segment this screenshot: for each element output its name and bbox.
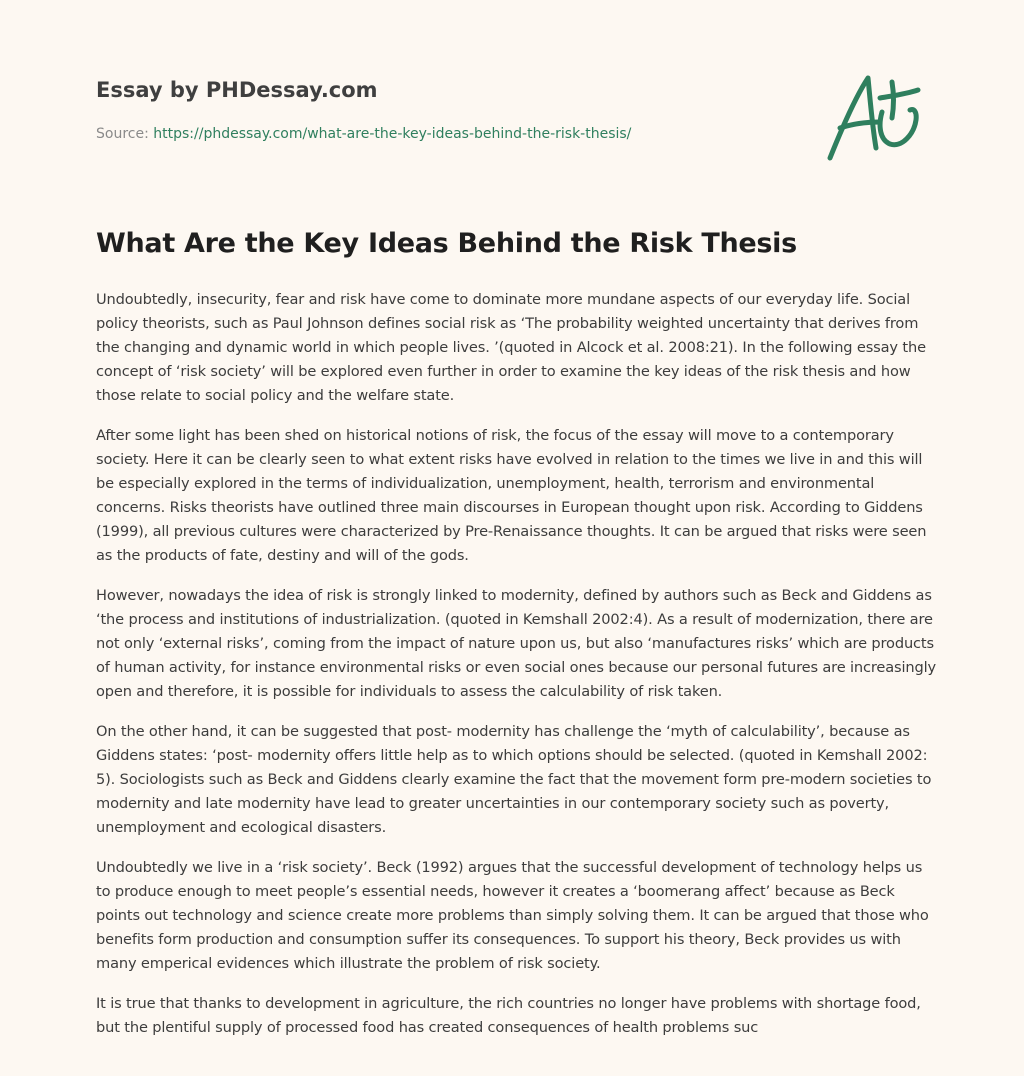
- source-label: Source:: [96, 126, 154, 142]
- source-line: [96, 124, 796, 144]
- paragraph: Undoubtedly, insecurity, fear and risk have come to dominate more mundane aspects of our everyday life. Social policy theorists, such as Paul Johnson defines social risk as ‘The probability weighted uncertainty that derives from the changing and dynamic world in which people lives. ’(quoted in Alcock et al. 2008:21). In the following essay the concept of ‘risk society’ will be explored even further in order to examine the key ideas of the risk thesis and how those relate to social policy and the welfare state.: [96, 291, 926, 404]
- header: [96, 76, 796, 144]
- paragraph: However, nowadays the idea of risk is strongly linked to modernity, defined by authors such as Beck and Giddens as ‘the process and institutions of industrialization. (quoted in Kemshall 2002:4). As a result of modernization, there are not only ‘external risks’, coming from the impact of nature upon us, but also ‘manufactures risks’ which are products of human activity, for instance environmental risks or even social ones because our personal futures are increasingly open and therefore, it is possible for individuals to assess the calculability of risk taken.: [96, 587, 937, 700]
- paragraph: Undoubtedly we live in a ‘risk society’. Beck (1992) argues that the successful development of technology helps us to produce enough to meet people’s essential needs, however it creates a ‘boomerang affect’ because as Beck points out technology and science create more problems than simply solving them. It can be argued that those who benefits form production and consumption suffer its consequences. To support his theory, Beck provides us with many emperical evidences which illustrate the problem of risk society.: [96, 859, 929, 972]
- paragraph-truncated: It is true that thanks to development in agriculture, the rich countries no longer have problems with shortage food, but the plentiful supply of processed food has created consequences of health problems suc: [96, 995, 921, 1036]
- article-title: What Are the Key Ideas Behind the Risk Thesis: [96, 228, 797, 259]
- a-plus-logo-icon: [822, 68, 930, 164]
- paragraph: After some light has been shed on historical notions of risk, the focus of the essay will move to a contemporary society. Here it can be clearly seen to what extent risks have evolved in relation to the times we live in and this will be especially explored in the terms of individualization, unemployment, health, terrorism and environmental concerns. Risks theorists have outlined three main discourses in European thought upon risk. According to Giddens (1999), all previous cultures were characterized by Pre-Renaissance thoughts. It can be argued that risks were seen as the products of fate, destiny and will of the gods.: [96, 427, 927, 564]
- site-title: Essay by PHDessay.com: [96, 78, 378, 102]
- source-link[interactable]: https://phdessay.com/what-are-the-key-ideas-behind-the-risk-thesis/: [153, 126, 632, 142]
- paragraph: On the other hand, it can be suggested that post- modernity has challenge the ‘myth of calculability’, because as Giddens states: ‘post- modernity offers little help as to which options should be selected. (quoted in Kemshall 2002: 5). Sociologists such as Beck and Giddens clearly examine the fact that the movement form pre-modern societies to modernity and late modernity have lead to greater uncertainties in our contemporary society such as poverty, unemployment and ecological disasters.: [96, 723, 932, 836]
- article: [96, 224, 936, 1056]
